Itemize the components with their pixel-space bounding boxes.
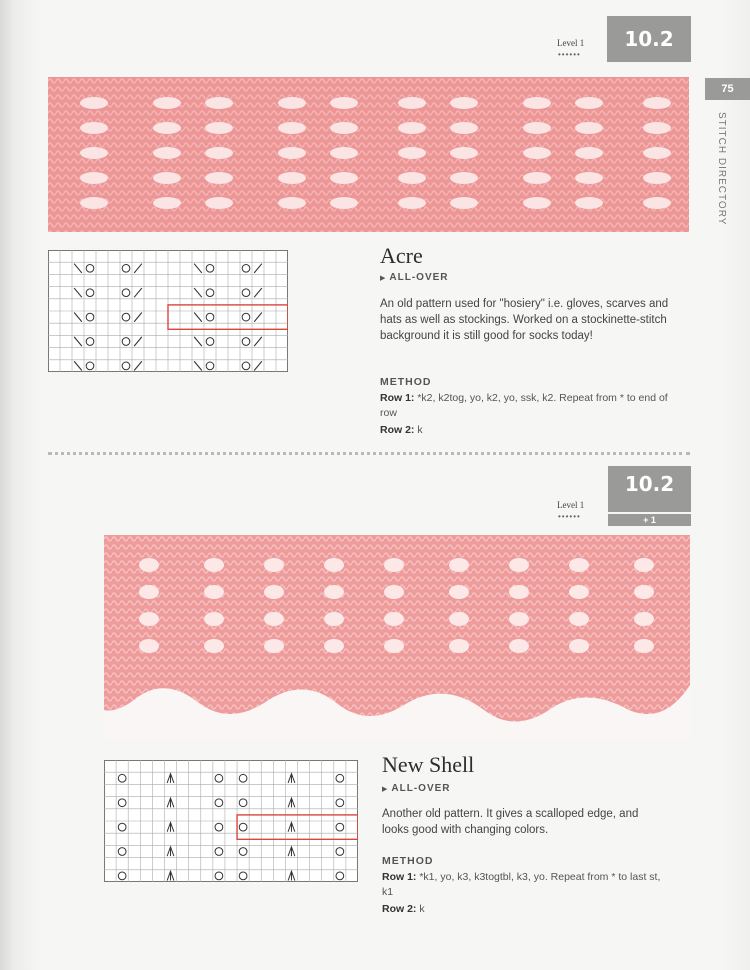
lace-hole <box>153 122 181 134</box>
lace-hole <box>264 558 284 572</box>
lace-hole <box>569 639 589 653</box>
lace-hole <box>384 612 404 626</box>
lace-hole <box>204 639 224 653</box>
lace-hole <box>450 97 478 109</box>
method-row-2: Row 2: k <box>382 903 425 915</box>
lace-hole <box>80 97 108 109</box>
level-dots: •••••• <box>558 512 581 521</box>
lace-hole <box>398 122 426 134</box>
lace-hole <box>264 639 284 653</box>
lace-hole <box>153 97 181 109</box>
lace-hole <box>205 172 233 184</box>
lace-hole <box>139 612 159 626</box>
lace-hole <box>634 639 654 653</box>
section-label: STITCH DIRECTORY <box>716 112 727 226</box>
pattern-code-box: 10.2 <box>607 16 691 62</box>
lace-hole <box>278 172 306 184</box>
lace-hole <box>80 172 108 184</box>
lace-hole <box>324 558 344 572</box>
lace-hole <box>449 639 469 653</box>
lace-hole <box>643 172 671 184</box>
lace-hole <box>384 585 404 599</box>
section-divider <box>48 452 690 455</box>
lace-hole <box>509 585 529 599</box>
lace-hole <box>278 197 306 209</box>
acre-stitch-chart <box>48 250 288 372</box>
level-dots: •••••• <box>558 50 581 59</box>
lace-hole <box>450 197 478 209</box>
method-heading: METHOD <box>382 855 434 867</box>
lace-hole <box>509 612 529 626</box>
lace-hole <box>643 147 671 159</box>
lace-hole <box>324 612 344 626</box>
lace-hole <box>509 639 529 653</box>
lace-hole <box>204 612 224 626</box>
lace-hole <box>569 612 589 626</box>
lace-hole <box>384 558 404 572</box>
pattern-code-sub: + 1 <box>608 514 691 526</box>
lace-hole <box>523 147 551 159</box>
lace-hole <box>398 197 426 209</box>
lace-hole <box>634 612 654 626</box>
lace-hole <box>575 147 603 159</box>
new-shell-stitch-chart <box>104 760 358 882</box>
level-label: Level 1 <box>557 38 585 48</box>
triangle-right-icon: ▶ <box>380 275 387 282</box>
pattern-title: Acre <box>380 243 423 268</box>
lace-hole <box>278 147 306 159</box>
pattern-category: ▶ ALL-OVER <box>380 272 449 283</box>
lace-hole <box>205 197 233 209</box>
lace-hole <box>643 97 671 109</box>
lace-hole <box>139 639 159 653</box>
lace-hole <box>330 97 358 109</box>
lace-hole <box>449 558 469 572</box>
lace-hole <box>139 585 159 599</box>
level-label: Level 1 <box>557 500 585 510</box>
lace-hole <box>330 147 358 159</box>
lace-hole <box>523 197 551 209</box>
lace-hole <box>324 639 344 653</box>
lace-hole <box>398 97 426 109</box>
pattern-description: An old pattern used for "hosiery" i.e. gloves, scarves and hats as well as stockings. Worked on a stockinette-stitch background it is still good for socks today! <box>380 298 669 342</box>
lace-hole <box>450 172 478 184</box>
pattern-category: ▶ ALL-OVER <box>382 783 451 794</box>
lace-hole <box>204 585 224 599</box>
lace-hole <box>204 558 224 572</box>
lace-hole <box>523 172 551 184</box>
lace-hole <box>330 122 358 134</box>
method-heading: METHOD <box>380 376 432 388</box>
method-row-1: Row 1: *k1, yo, k3, k3togtbl, k3, yo. Repeat from * to last st, k1 <box>382 871 661 898</box>
lace-hole <box>509 558 529 572</box>
lace-hole <box>575 172 603 184</box>
lace-hole <box>634 585 654 599</box>
lace-hole <box>569 585 589 599</box>
lace-hole <box>324 585 344 599</box>
lace-hole <box>205 122 233 134</box>
lace-hole <box>330 172 358 184</box>
lace-hole <box>264 612 284 626</box>
lace-hole <box>569 558 589 572</box>
lace-hole <box>643 197 671 209</box>
lace-hole <box>449 612 469 626</box>
lace-hole <box>153 197 181 209</box>
lace-hole <box>330 197 358 209</box>
lace-hole <box>450 122 478 134</box>
lace-hole <box>139 558 159 572</box>
lace-hole <box>398 147 426 159</box>
lace-hole <box>80 122 108 134</box>
lace-hole <box>205 97 233 109</box>
acre-swatch-photo <box>48 77 689 232</box>
lace-hole <box>205 147 233 159</box>
lace-hole <box>278 97 306 109</box>
pattern-code-box: 10.2 <box>608 466 691 512</box>
lace-hole <box>575 197 603 209</box>
pattern-description: Another old pattern. It gives a scalloped edge, and looks good with changing colors. <box>382 808 639 836</box>
lace-hole <box>398 172 426 184</box>
lace-hole <box>264 585 284 599</box>
lace-hole <box>523 122 551 134</box>
lace-hole <box>278 122 306 134</box>
lace-hole <box>384 639 404 653</box>
method-row-1: Row 1: *k2, k2tog, yo, k2, yo, ssk, k2. Repeat from * to end of row <box>380 392 668 419</box>
lace-hole <box>450 147 478 159</box>
triangle-right-icon: ▶ <box>382 786 389 793</box>
lace-hole <box>80 197 108 209</box>
lace-hole <box>575 122 603 134</box>
lace-hole <box>153 172 181 184</box>
lace-hole <box>153 147 181 159</box>
new-shell-swatch-photo <box>104 535 690 740</box>
method-row-2: Row 2: k <box>380 424 423 436</box>
lace-hole <box>575 97 603 109</box>
page-number: 75 <box>705 78 750 100</box>
lace-hole <box>449 585 469 599</box>
lace-hole <box>523 97 551 109</box>
lace-hole <box>80 147 108 159</box>
pattern-title: New Shell <box>382 752 475 777</box>
lace-hole <box>634 558 654 572</box>
lace-hole <box>643 122 671 134</box>
